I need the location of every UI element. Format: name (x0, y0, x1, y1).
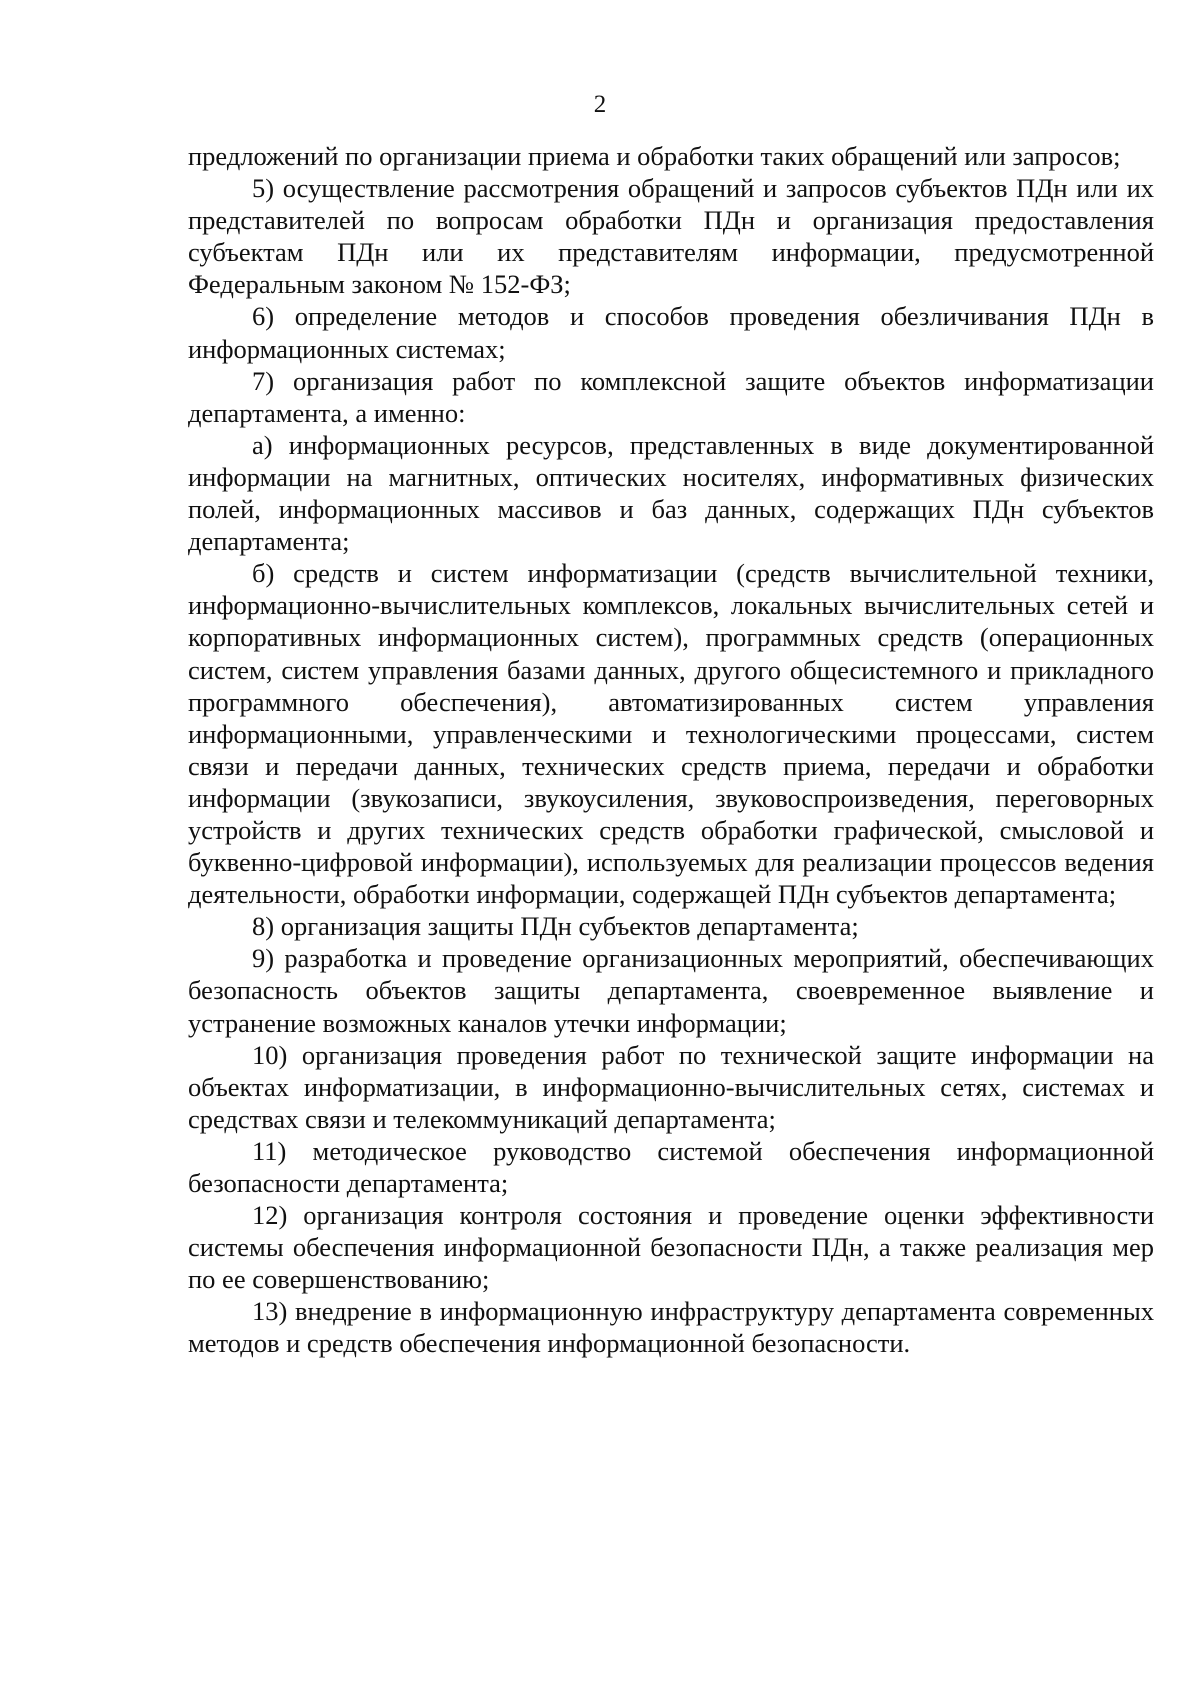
paragraph-item-12: 12) организация контроля состояния и проведение оценки эффективности системы обеспечения информационной безопасности ПДн, а также реализация мер по ее совершенствованию; (188, 1200, 1154, 1295)
paragraph-item-5: 5) осуществление рассмотрения обращений и запросов субъектов ПДн или их представителей по вопросам обработки ПДн и организация предоставления субъектам ПДн или их представителям информации, предусмотренной Федеральным законом № 152-ФЗ; (188, 173, 1154, 300)
paragraph-item-7b: б) средств и систем информатизации (средств вычислительной техники, информационно-вычислительных комплексов, локальных вычислительных сетей и корпоративных информационных систем), программных средств (операционных систем, систем управления базами данных, другого общесистемного и прикладного программного обеспечения), автоматизированных систем управления информационными, управленческими и технологическими процессами, систем связи и передачи данных, технических средств приема, передачи и обработки информации (звукозаписи, звукоусиления, звуковоспроизведения, переговорных устройств и других технических средств обработки графической, смысловой и буквенно-цифровой информации), используемых для реализации процессов ведения деятельности, обработки информации, содержащей ПДн субъектов департамента; (188, 558, 1154, 910)
page-number: 2 (593, 91, 607, 118)
paragraph-continuation: предложений по организации приема и обработки таких обращений или запросов; (188, 141, 1121, 171)
document-body (188, 140, 1154, 1360)
paragraph-item-11: 11) методическое руководство системой обеспечения информационной безопасности департамента; (188, 1135, 1154, 1198)
paragraph-item-6: 6) определение методов и способов проведения обезличивания ПДн в информационных системах; (188, 301, 1154, 364)
paragraph-item-7a: а) информационных ресурсов, представленных в виде документированной информации на магнитных, оптических носителях, информативных физических полей, информационных массивов и баз данных, содержащих ПДн субъектов департамента; (188, 429, 1154, 557)
paragraph-item-13: 13) внедрение в информационную инфраструктуру департамента современных методов и средств обеспечения информационной безопасности. (188, 1296, 1154, 1359)
paragraph-item-10: 10) организация проведения работ по технической защите информации на объектах информатизации, в информационно-вычислительных сетях, системах и средствах связи и телекоммуникаций департамента; (188, 1039, 1154, 1134)
paragraph-item-9: 9) разработка и проведение организационных мероприятий, обеспечивающих безопасность объектов защиты департамента, своевременное выявление и устранение возможных каналов утечки информации; (188, 943, 1154, 1038)
paragraph-item-8: 8) организация защиты ПДн субъектов департамента; (252, 911, 859, 942)
paragraph-item-7: 7) организация работ по комплексной защите объектов информатизации департамента, а именно: (188, 365, 1154, 428)
